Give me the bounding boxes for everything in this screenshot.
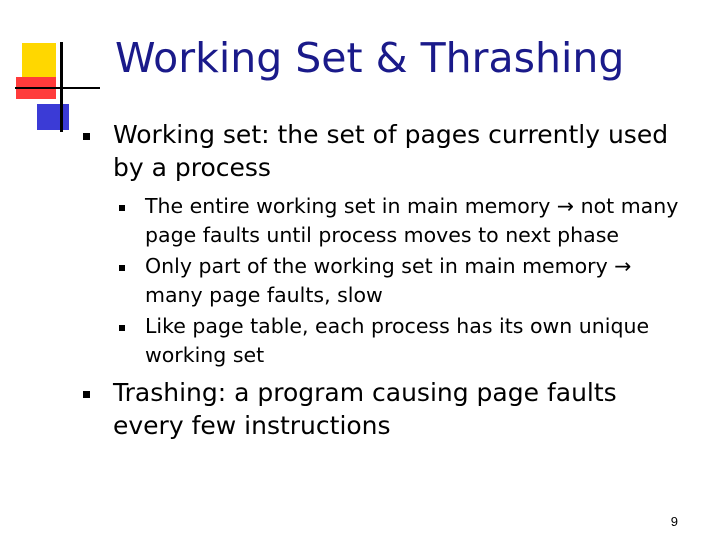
sub-bullet-list	[113, 192, 690, 370]
sub-bullet-text-before: The entire working set in main memory	[145, 194, 551, 218]
square-bullet-icon	[119, 265, 125, 271]
square-bullet-icon	[83, 391, 90, 398]
square-bullet-icon	[119, 325, 125, 331]
bullet-working-set	[80, 118, 690, 370]
bullet-text: Trashing: a program causing page faults every few instructions	[113, 378, 617, 440]
sub-bullet-part-of-set	[113, 252, 690, 310]
square-bullet-icon	[83, 133, 90, 140]
bullet-thrashing	[80, 376, 690, 442]
arrow-right-icon: →	[556, 194, 575, 218]
bullet-list	[80, 118, 690, 442]
slide-content	[80, 118, 690, 442]
sub-bullet-text-before: Only part of the working set in main memory	[145, 254, 608, 278]
page-number: 9	[670, 514, 678, 529]
slide-title: Working Set & Thrashing	[115, 34, 625, 82]
square-bullet-icon	[119, 205, 125, 211]
logo-blue-square	[37, 104, 69, 130]
sub-bullet-unique-set	[113, 312, 690, 370]
bullet-text: Working set: the set of pages currently used by a process	[113, 120, 669, 182]
sub-bullet-entire-set	[113, 192, 690, 250]
sub-bullet-text-after: not many page faults until process moves to next phase	[145, 194, 679, 247]
sub-bullet-text-after: many page faults, slow	[145, 283, 383, 307]
arrow-right-icon: →	[614, 254, 632, 278]
sub-bullet-text-before: Like page table, each process has its own unique working set	[145, 314, 650, 367]
logo-horizontal-line	[15, 87, 100, 89]
logo-yellow-square	[22, 43, 56, 77]
